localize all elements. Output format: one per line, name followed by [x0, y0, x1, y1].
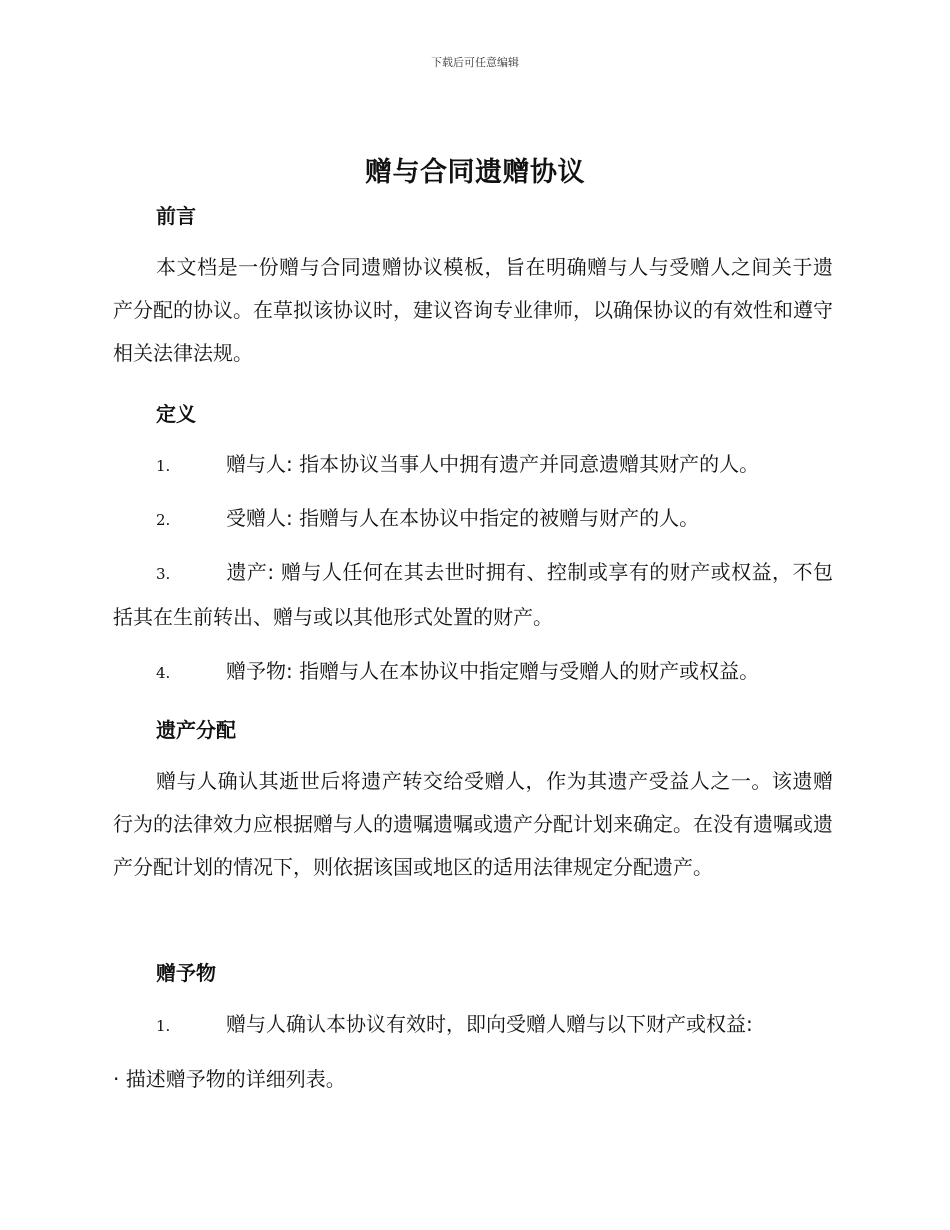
definition-item-text: 赠予物: 指赠与人在本协议中指定赠与受赠人的财产或权益。	[226, 659, 760, 683]
definition-item-text: 赠与人: 指本协议当事人中拥有遗产并同意遗赠其财产的人。	[226, 452, 760, 476]
distribution-heading: 遗产分配	[156, 718, 236, 742]
definition-item	[113, 443, 833, 488]
definition-item-text: 受赠人: 指赠与人在本协议中指定的被赠与财产的人。	[226, 506, 700, 530]
definition-item-number: 4.	[156, 664, 171, 682]
header-note: 下载后可任意编辑	[431, 56, 519, 69]
gift-item	[113, 1003, 833, 1048]
gift-item-text: 赠与人确认本协议有效时，即向受赠人赠与以下财产或权益:	[226, 1012, 753, 1036]
definition-item	[113, 650, 833, 695]
gift-bullet-item: · 描述赠予物的详细列表。	[113, 1067, 346, 1091]
definition-item	[113, 497, 833, 542]
definition-item	[113, 551, 833, 639]
preface-heading: 前言	[156, 204, 196, 228]
gift-item-number: 1.	[156, 1017, 171, 1035]
definition-item-text: 遗产: 赠与人任何在其去世时拥有、控制或享有的财产或权益，不包括其在生前转出、赠与或以其他形式处置的财产。	[113, 560, 833, 629]
distribution-paragraph: 赠与人确认其逝世后将遗产转交给受赠人，作为其遗产受益人之一。该遗赠行为的法律效力应根据赠与人的遗嘱遗嘱或遗产分配计划来确定。在没有遗嘱或遗产分配计划的情况下，则依据该国或地区的适用法律规定分配遗产。	[113, 769, 833, 879]
definition-item-number: 3.	[156, 565, 171, 583]
definition-item-number: 1.	[156, 457, 171, 475]
preface-paragraph: 本文档是一份赠与合同遗赠协议模板，旨在明确赠与人与受赠人之间关于遗产分配的协议。在草拟该协议时，建议咨询专业律师，以确保协议的有效性和遵守相关法律法规。	[113, 255, 833, 365]
definition-item-number: 2.	[156, 511, 171, 529]
definitions-heading: 定义	[156, 402, 196, 426]
gift-heading: 赠予物	[156, 961, 216, 985]
document-title: 赠与合同遗赠协议	[365, 157, 585, 188]
